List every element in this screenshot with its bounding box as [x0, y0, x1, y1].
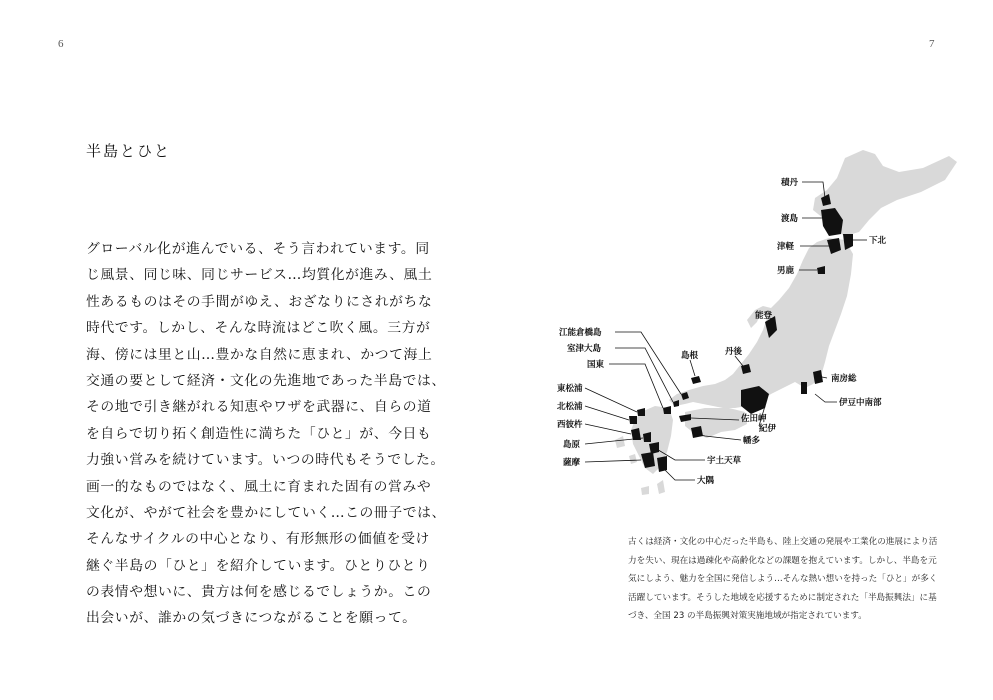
caption-line: 活躍しています。そうした地域を応援するために制定された「半島振興法」に基	[628, 592, 937, 603]
section-heading: 半島とひと	[86, 142, 172, 160]
body-line: そんなサイクルの中心となり、有形無形の価値を受け	[86, 531, 430, 548]
region-izu	[801, 382, 807, 394]
label-kii: 紀伊	[759, 424, 777, 434]
label-kunisaki: 国東	[587, 360, 605, 370]
label-oga: 男鹿	[777, 266, 795, 276]
tanegashima	[657, 480, 665, 494]
body-line: 力強い営みを続けています。いつの時代もそうでした。	[86, 452, 445, 469]
body-line: 性あるものはその手間がゆえ、おざなりにされがちな	[86, 293, 433, 310]
goto-islands	[615, 436, 625, 448]
page-number-right: 7	[929, 38, 935, 50]
region-osumi	[657, 456, 667, 472]
label-noto: 能登	[755, 311, 773, 321]
region-satsuma	[641, 452, 655, 468]
japan-peninsula-map	[545, 150, 965, 510]
map-caption	[628, 533, 948, 626]
label-shimabara: 島原	[563, 440, 581, 450]
label-oshima: 渡島	[781, 214, 799, 224]
region-hata	[691, 426, 703, 438]
label-higashi-matsuura: 東松浦	[557, 384, 583, 394]
label-shakotan: 積丹	[781, 178, 799, 188]
caption-line: 気にしよう、魅力を全国に発信しよう…そんな熱い想いを持った「ひと」が多く	[628, 574, 938, 584]
body-line: を自らで切り拓く創造性に満ちた「ひと」が、今日も	[86, 425, 432, 442]
region-shimane	[691, 376, 701, 384]
japan-map-svg	[545, 150, 965, 510]
label-hata: 幡多	[743, 436, 761, 446]
region-higashi-matsuura	[637, 408, 645, 416]
body-line: の表情や想いに、貴方は何を感じるでしょうか。この	[86, 584, 432, 601]
label-sadamisaki: 佐田岬	[741, 414, 767, 424]
body-line: 時代です。しかし、そんな時流はどこ吹く風。三方が	[86, 320, 431, 337]
label-izu: 伊豆中南部	[839, 398, 882, 408]
label-satsuma: 薩摩	[563, 458, 581, 468]
body-line: 画一的なものではなく、風土に育まれた固有の営みや	[86, 478, 432, 495]
label-muroto-oshima: 室津大島	[567, 344, 602, 354]
label-kita-matsuura: 北松浦	[557, 402, 583, 412]
label-shimokita: 下北	[869, 236, 887, 246]
label-shimane: 島根	[681, 351, 699, 361]
body-line: その地で引き継がれる知恵やワザを武器に、自らの道	[86, 399, 432, 416]
label-minamiboso: 南房総	[831, 374, 857, 384]
label-osumi: 大隅	[697, 476, 715, 486]
caption-line: 力を失い、現在は過疎化や高齢化などの課題を抱えています。しかし、半島を元	[628, 555, 937, 566]
caption-line: 古くは経済・文化の中心だった半島も、陸上交通の発展や工業化の進展により活	[628, 537, 938, 547]
region-kita-matsuura	[629, 416, 637, 424]
label-uto-amakusa: 宇土天草	[707, 456, 742, 466]
region-kunisaki	[663, 406, 671, 414]
body-line: 海、傍には里と山…豊かな自然に恵まれ、かつて海上	[86, 346, 433, 363]
body-text	[86, 236, 448, 632]
body-line: 交通の要として経済・文化の先進地であった半島では、	[86, 372, 446, 389]
body-line: 出会いが、誰かの気づきにつながることを願って。	[86, 610, 417, 627]
caption-line: づき、全国 23 の半島振興対策実施地域が指定されています。	[628, 611, 867, 621]
body-line: グローバル化が進んでいる、そう言われています。同	[86, 241, 430, 257]
amakusa-islands	[629, 454, 637, 464]
label-tango: 丹後	[725, 347, 743, 357]
yakushima	[641, 486, 649, 495]
body-line: じ風景、同じ味、同じサービス…均質化が進み、風土	[86, 267, 433, 284]
label-tsugaru: 津軽	[777, 242, 795, 252]
label-nishisonogi: 西彼杵	[557, 420, 583, 430]
page-number-left: 6	[58, 38, 64, 50]
body-line: 文化が、やがて社会を豊かにしていく…この冊子では、	[86, 504, 446, 521]
body-line: 継ぐ半島の「ひと」を紹介しています。ひとりひとり	[86, 557, 431, 574]
label-etajima: 江能倉橋島	[559, 328, 602, 338]
